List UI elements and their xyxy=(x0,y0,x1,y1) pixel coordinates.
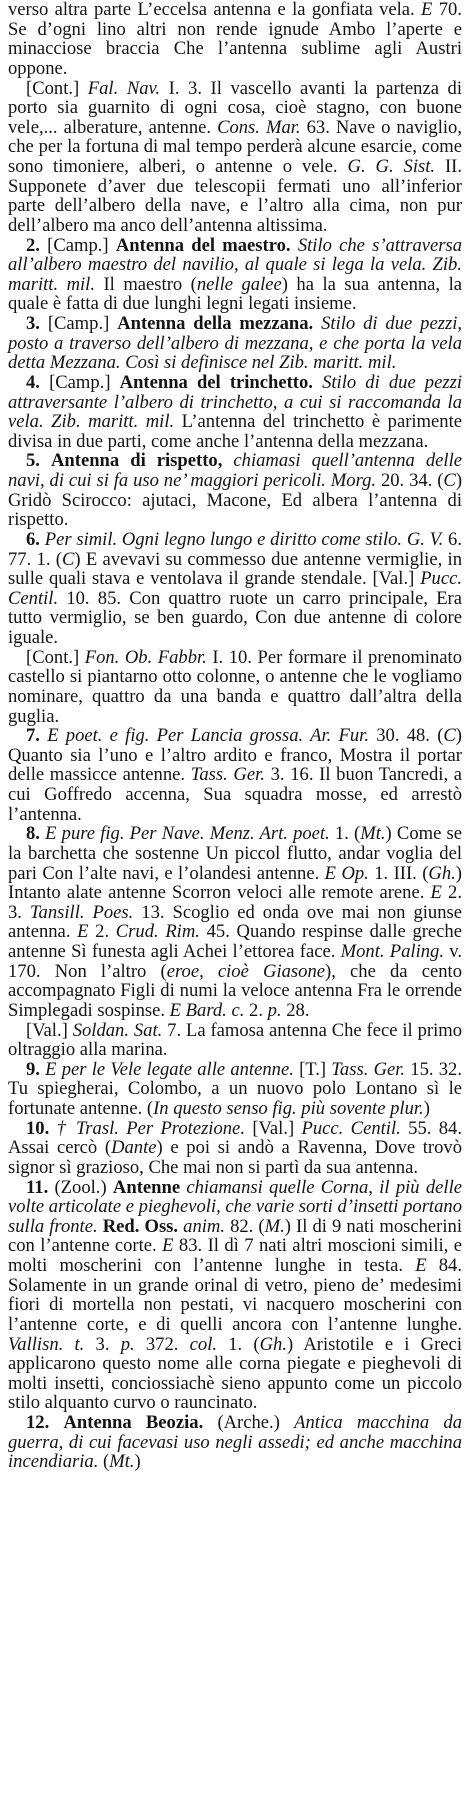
text-run: ) e poi si andò a Ravenna, Dove trovò signor sì grazioso, Che mai non si partì da sua antenna. xyxy=(8,1137,462,1178)
text-run: [T.] xyxy=(293,1058,332,1080)
paragraph-sense-4 xyxy=(8,373,462,452)
text-run: v. 170. Non l’altro ( xyxy=(8,941,462,982)
paragraph-sense-11 xyxy=(8,1178,462,1414)
italic-run: Pucc. Centil. xyxy=(8,568,462,609)
italic-run: p. xyxy=(120,1333,135,1355)
bold-run: 4. xyxy=(26,371,40,393)
paragraph-sense-3 xyxy=(8,314,462,373)
text-run: 3. 16. Il buon Tancredi, a cui Goffredo accenna, Sua squadra mosse, ed arrestò l’antenna. xyxy=(8,764,463,825)
italic-run: Tass. Ger. xyxy=(331,1058,406,1080)
text-run: 28. xyxy=(281,999,310,1021)
italic-run: Dante xyxy=(111,1137,157,1159)
text-run: ) Gridò Scirocco: ajutaci, Macone, Ed albera l’antenna di rispetto. xyxy=(8,470,463,531)
italic-run: E xyxy=(430,882,442,904)
bold-run: 6. xyxy=(26,528,40,550)
italic-run: Crud. Rim. xyxy=(115,921,200,943)
italic-run: col. xyxy=(189,1333,218,1355)
text-run: [Camp.] xyxy=(39,313,118,334)
text-run: 10. 85. Con quattro ruote un carro principale, Era tutto vermiglio, se ben guardo, Con due antenne di colore iguale. xyxy=(8,587,462,648)
text-run: ) Quanto sia l’uno e l’altro ardito e franco, Mostra il portar delle massicce antenne. xyxy=(8,725,462,786)
italic-run: E poet. e fig. Per Lancia grossa. Ar. Fur. xyxy=(39,725,369,747)
text-run: ) xyxy=(423,1098,430,1119)
italic-run: Stilo che s’attraversa all’albero maestro del navilio, al quale si lega la vela. Zib. maritt. mil. xyxy=(8,234,463,295)
paragraph-cont-fon-ob xyxy=(8,648,462,727)
italic-run: Mt. xyxy=(360,823,386,845)
text-run: [Cont.] xyxy=(26,77,88,99)
italic-run: G. G. Sist. xyxy=(347,156,436,177)
paragraph-sense-8 xyxy=(8,824,462,1020)
text-run: ) Come se la barchetta che sostenne Un piccol flutto, andar voglia del pari Con l’alte navi, e l’olandesi antenne. xyxy=(8,823,462,884)
text-run: ) E avevavi su commesso due antenne vermiglie, in sulle quali stava e ventolava il grande stendale. [Val.] xyxy=(8,548,462,590)
text-run: 372. xyxy=(134,1333,190,1355)
italic-run: E xyxy=(77,921,89,943)
bold-run: 11. xyxy=(26,1176,49,1198)
paragraph-sense-12 xyxy=(8,1413,462,1472)
italic-run: C xyxy=(443,725,456,747)
text-run: [Camp.] xyxy=(39,371,120,393)
italic-run: Fal. Nav. xyxy=(87,77,161,99)
text-run: 63. Nave o naviglio, che per la fortuna di mal tempo perderà alcune esarcie, come sono timoniere, alberi, o antenne o vele. xyxy=(8,116,463,177)
bold-run: Antenna della mezzana. xyxy=(117,313,314,334)
bold-run: Antenne xyxy=(112,1176,181,1198)
text-run: 3. xyxy=(84,1333,121,1355)
bold-run: Antenna Beozia. xyxy=(63,1412,204,1433)
text-run: 1. III. ( xyxy=(368,862,429,884)
paragraph-sense-5 xyxy=(8,451,462,530)
paragraph-cont-fal-nav xyxy=(8,79,462,236)
text-run: 2. xyxy=(244,999,268,1021)
bold-run: 9. xyxy=(26,1058,40,1080)
italic-run: chiamansi quelle Corna, il più delle volte articolate e pieghevoli, che varie sorti d’insetti portano sulla fronte. xyxy=(8,1176,462,1237)
italic-run: † Trasl. Per Protezione. xyxy=(49,1117,245,1139)
text-run: [Cont.] xyxy=(26,646,85,668)
italic-run: E Bard. c. xyxy=(169,999,245,1021)
bold-run: 2. xyxy=(26,234,40,256)
italic-run: Tansill. Poes. xyxy=(29,901,134,923)
text-run: 55. 84. Assai cercò ( xyxy=(8,1117,463,1159)
bold-run: 3. xyxy=(26,313,40,334)
text-run: 70. Se d’ogni lino altri non rende ignude Ambo l’aperte e minacciose braccia Che l’antenna sublime agli Austri oppone. xyxy=(8,0,462,79)
text-run: (Arche.) xyxy=(203,1412,295,1433)
text-run: [Camp.] xyxy=(39,234,116,256)
text-run: 6. 77. 1. ( xyxy=(8,528,462,570)
bold-run: Antenna di rispetto, xyxy=(51,450,223,472)
italic-run: Gh. xyxy=(259,1333,287,1355)
italic-run: C xyxy=(61,548,75,570)
bold-run: 12. xyxy=(26,1412,50,1433)
text-run: I. 10. Per formare il prenominato castello si piantarno otto colonne, o antenne che le vogliamo nominare, quattro da una banda e quattro dall’altra della guglia. xyxy=(8,646,463,727)
italic-run: Soldan. Sat. xyxy=(72,1019,163,1041)
text-run: 1. ( xyxy=(217,1333,260,1355)
paragraph-entry-continuation xyxy=(8,0,462,79)
text-run: 83. Il dì 7 nati altri moscioni simili, e molti moscherini con l’antenne lunghe in testa. xyxy=(8,1235,462,1276)
text-run: L’antenna del trinchetto è parimente divisa in due parti, come anche l’antenna della mezzana. xyxy=(8,411,462,452)
italic-run: eroe, cioè Giasone xyxy=(166,960,326,982)
italic-run: Tass. Ger. xyxy=(190,764,265,786)
italic-run: Fon. Ob. Fabbr. xyxy=(84,646,207,668)
paragraph-sense-6 xyxy=(8,530,462,648)
text-run: 2. 3. xyxy=(8,882,462,923)
italic-run: Mont. Paling. xyxy=(340,941,444,962)
paragraph-val-soldan xyxy=(8,1021,462,1060)
italic-run: Cons. Mar. xyxy=(217,116,301,138)
italic-run: E xyxy=(162,1235,174,1257)
text-run: 2. xyxy=(88,921,116,943)
italic-run: p. xyxy=(267,999,282,1021)
paragraph-sense-10 xyxy=(8,1119,462,1178)
bold-run: 5. xyxy=(26,450,40,472)
italic-run: In questo senso fig. più sovente plur. xyxy=(153,1098,424,1119)
text-run: Il maestro ( xyxy=(95,273,197,295)
italic-run: chiamasi quell’antenna delle navi, di cui si fa uso ne’ maggiori pericoli. Morg. xyxy=(8,450,463,491)
text-run: 1. ( xyxy=(329,823,361,845)
italic-run: Gh. xyxy=(428,862,456,884)
text-run: ) xyxy=(134,1451,141,1473)
italic-run: Stilo di due pezzi, posto a traverso dell’albero di mezzana, e che porta la vela detta Mezzana. Così si definisce nel Zib. maritt. mil. xyxy=(8,313,463,374)
bold-run: 10. xyxy=(26,1117,50,1139)
text-run: 15. 32. Tu spiegherai, Colombo, a un nuovo polo Lontano sì le fortunate antenne. ( xyxy=(8,1058,463,1119)
text-run xyxy=(40,450,51,471)
text-run xyxy=(49,1412,63,1433)
italic-run: E xyxy=(421,0,433,20)
italic-run: E per le Vele legate alle antenne. xyxy=(39,1058,294,1080)
text-run: ( xyxy=(98,1451,110,1473)
text-run: [Val.] xyxy=(244,1117,302,1139)
paragraph-sense-9 xyxy=(8,1060,462,1119)
italic-run: M. xyxy=(264,1215,285,1237)
italic-run: nelle galee xyxy=(196,273,282,295)
text-run: 30. 48. ( xyxy=(369,725,444,747)
text-run: 82. ( xyxy=(225,1215,265,1237)
paragraph-sense-7 xyxy=(8,726,462,824)
italic-run: E xyxy=(415,1255,427,1276)
text-run: ) Il di 9 nati moscherini con l’antenne corte. xyxy=(8,1215,462,1257)
italic-run: E Op. xyxy=(324,862,369,884)
bold-run: 8. xyxy=(26,823,40,845)
text-run: verso altra parte L’eccelsa antenna e la gonfiata vela. xyxy=(8,0,422,20)
text-run: II. Supponete d’aver due telescopii fermati uno all’inferior parte dell’albero della nave, e l’altro alla cima, non pur dell’albero ma anco dell’antenna altissima. xyxy=(8,156,462,236)
italic-run: Vallisn. t. xyxy=(8,1333,85,1355)
text-run: 45. Quando respinse dalle greche antenne Sì funesta agli Achei l’ettorea face. xyxy=(8,921,462,962)
bold-run: 7. xyxy=(26,725,40,747)
text-run: 7. La famosa antenna Che fece il primo oltraggio alla marina. xyxy=(8,1019,463,1061)
italic-run: Pucc. Centil. xyxy=(301,1117,401,1139)
italic-run: C xyxy=(443,470,456,491)
italic-run: Antica macchina da guerra, di cui facevasi uso negli assedi; ed anche macchina incendiaria. xyxy=(8,1412,462,1473)
text-run: ) Aristotile e i Greci applicarono questo nome alle corna piegate e pieghevoli di molti insetti, conciossiachè sieno appunto come un piccolo stilo alquanto curvo o rauncinato. xyxy=(8,1333,462,1414)
paragraph-sense-2 xyxy=(8,236,462,315)
text-run: ) ha la sua antenna, la quale è fatta di due lunghi legni legati insieme. xyxy=(8,273,462,315)
text-run: ), che da cento accompagnato Figli di numi la veloce antenna Fra le orrende Simplegadi sospinse. xyxy=(8,960,462,1021)
italic-run: E pure fig. Per Nave. Menz. Art. poet. xyxy=(39,823,330,845)
text-run: 20. 34. ( xyxy=(376,470,444,491)
italic-run: Per simil. Ogni legno lungo e diritto come stilo. G. V. xyxy=(39,528,444,550)
text-run: ) Intanto alate antenne Scorron veloci alle remote arene. xyxy=(8,862,462,904)
bold-run: Antenna del maestro. xyxy=(115,234,291,256)
italic-run: Stilo di due pezzi attraversante l’albero di trinchetto, a cui si raccomanda la vela. Zib. maritt. mil. xyxy=(8,371,462,433)
bold-run: Red. Oss. xyxy=(102,1215,179,1237)
text-run: 84. Solamente in un grande orinal di vetro, pieno de’ medesimi fiori di mortella non pestati, vi nacquero moscherini con l’antenne corte, e di quelli ancora con l’antenne lunghe. xyxy=(8,1255,463,1335)
text-run: [Val.] xyxy=(26,1019,73,1041)
bold-run: Antenna del trinchetto. xyxy=(119,371,313,393)
text-run: I. 3. Il vascello avanti la partenza di porto sia guarnito di ogni cosa, cioè stagno, con buone vele,... alberature, antenne. xyxy=(8,77,462,138)
text-run: (Zool.) xyxy=(48,1176,113,1198)
text-run: 13. Scoglio ed onda ove mai non giunse antenna. xyxy=(8,901,462,943)
italic-run: anim. xyxy=(183,1215,225,1237)
italic-run: Mt. xyxy=(109,1451,135,1473)
